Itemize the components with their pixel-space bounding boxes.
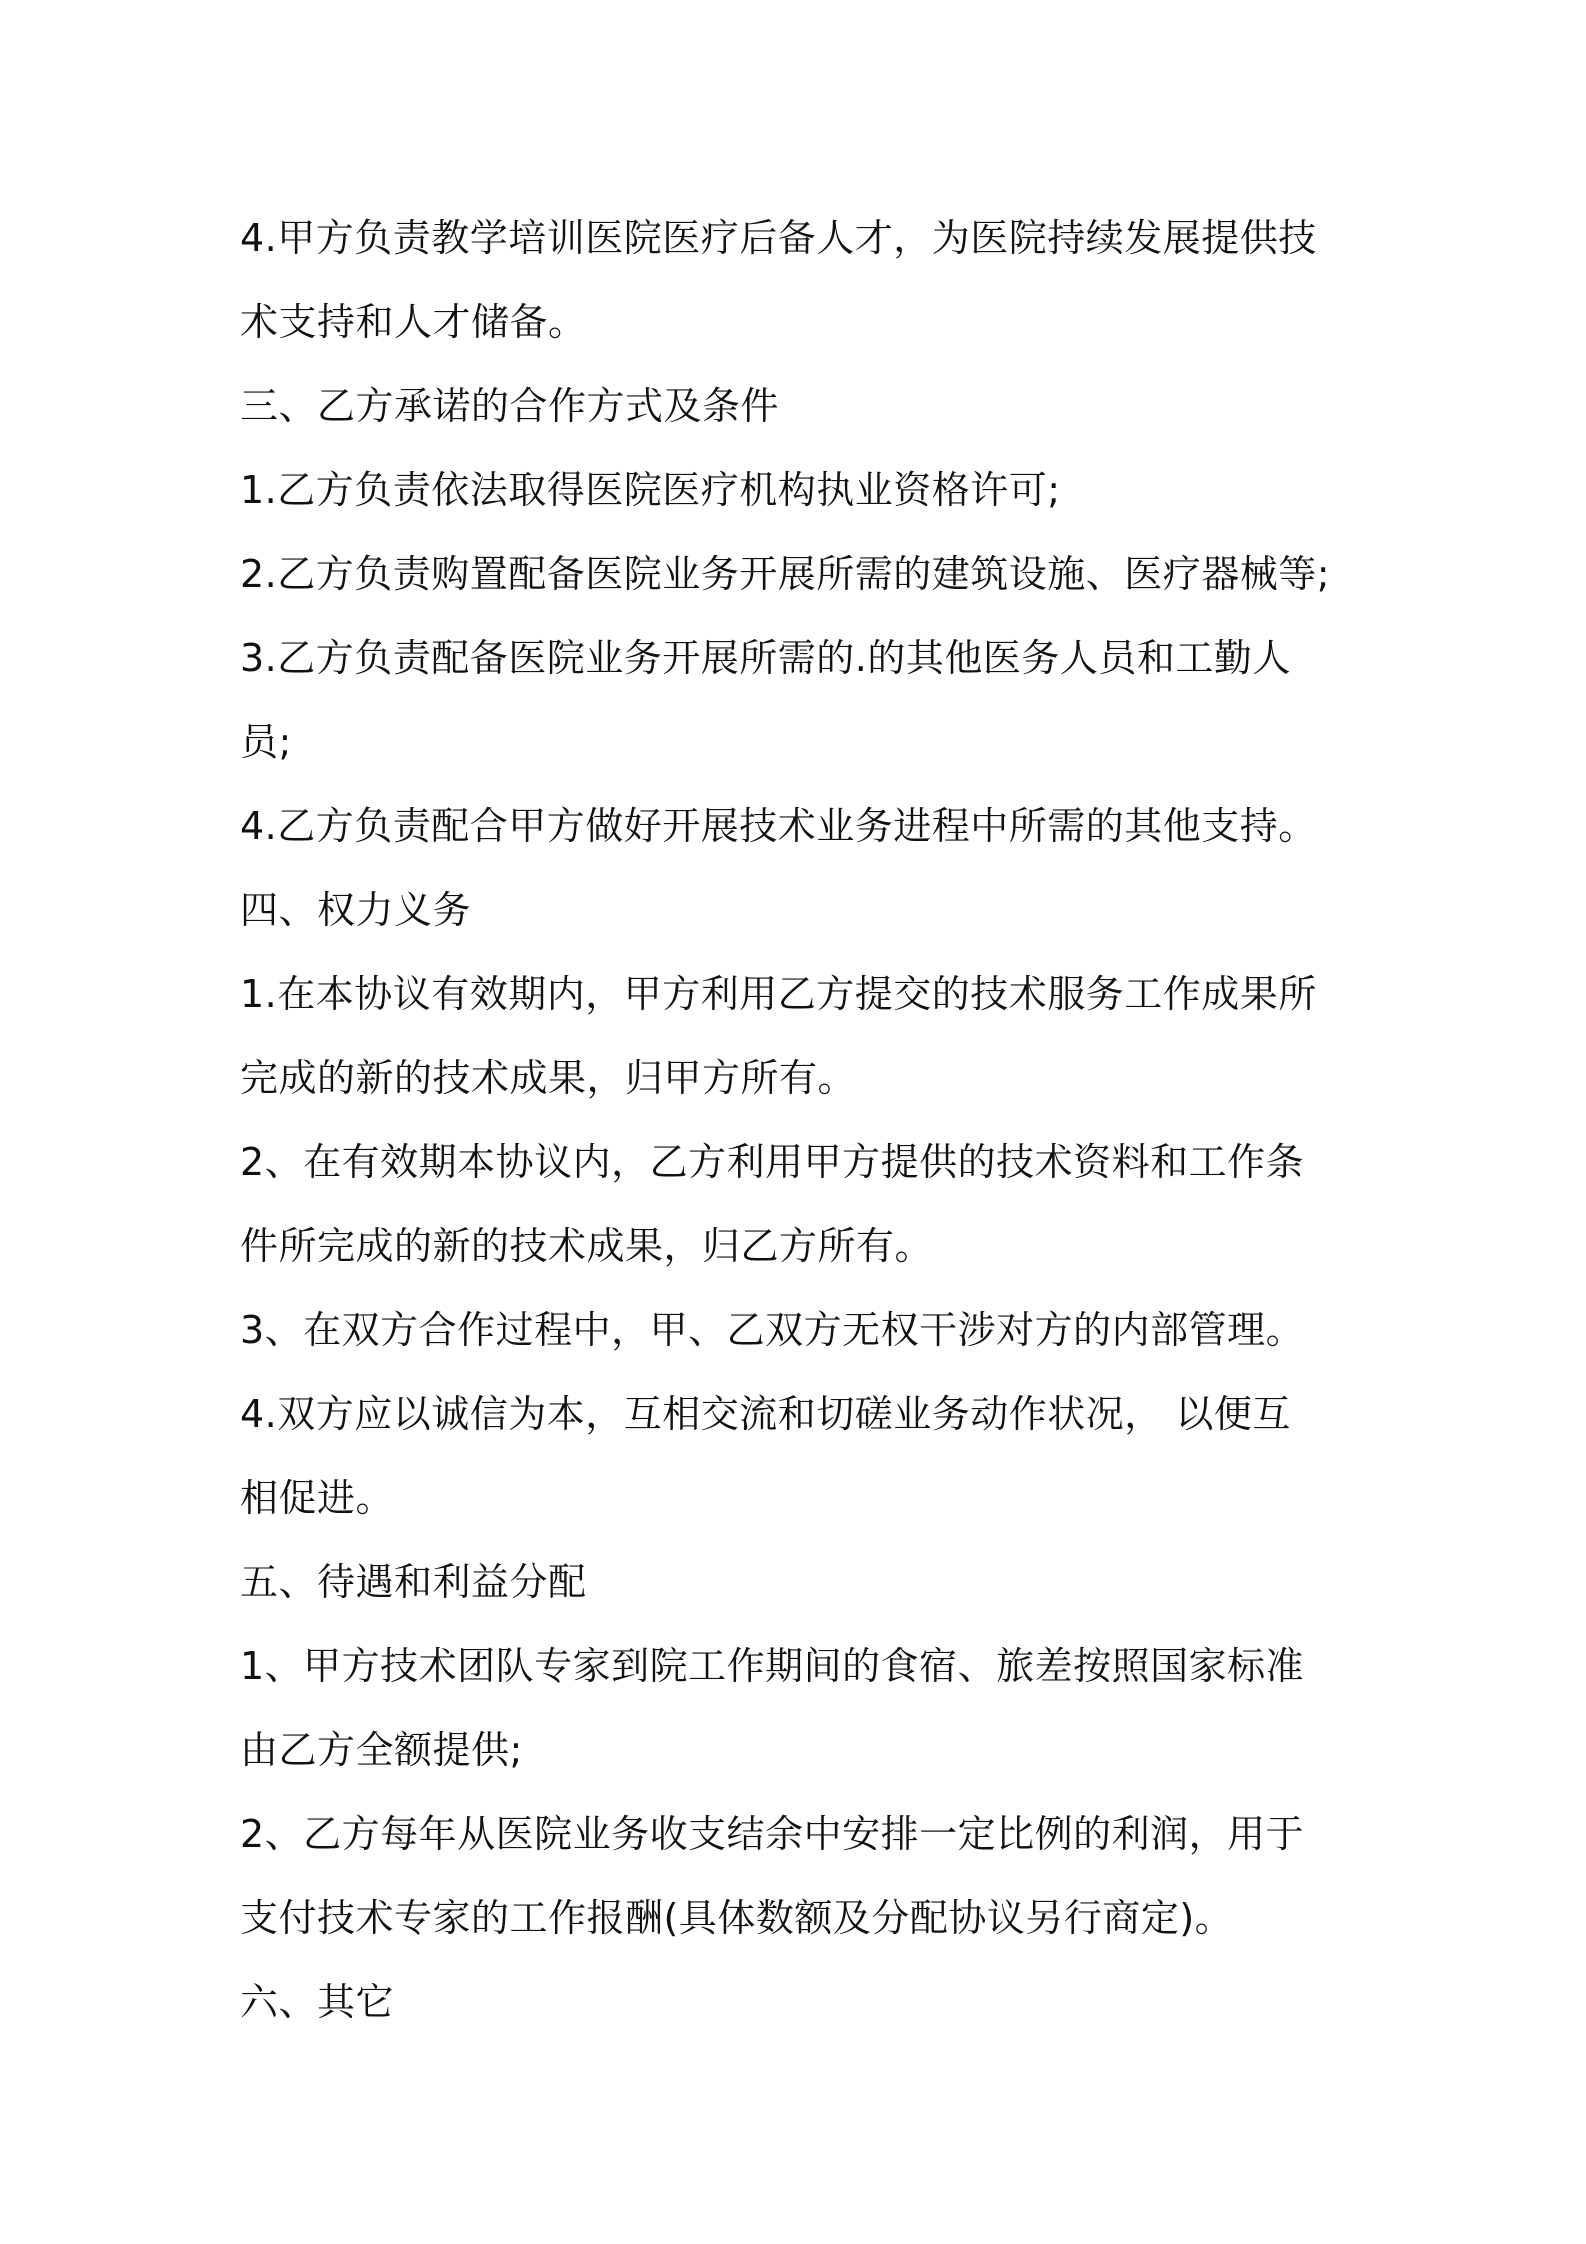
text-line: 术支持和人才储备。 (240, 300, 587, 344)
text-line: 2、在有效期本协议内，乙方利用甲方提供的技术资料和工作条 (240, 1140, 1305, 1184)
text-line: 支付技术专家的工作报酬(具体数额及分配协议另行商定)。 (240, 1896, 1234, 1940)
text-line: 1.乙方负责依法取得医院医疗机构执业资格许可; (240, 468, 1061, 512)
section-heading: 四、权力义务 (240, 888, 472, 932)
text-line: 相促进。 (240, 1476, 395, 1520)
text-line: 2.乙方负责购置配备医院业务开展所需的建筑设施、医疗器械等; (240, 552, 1331, 596)
text-line: 件所完成的新的技术成果，归乙方所有。 (240, 1224, 934, 1268)
text-line: 4.双方应以诚信为本，互相交流和切磋业务动作状况， 以便互 (240, 1392, 1291, 1436)
section-heading: 六、其它 (240, 1980, 395, 2024)
document-body (240, 196, 1360, 2044)
text-line: 2、乙方每年从医院业务收支结余中安排一定比例的利润，用于 (240, 1812, 1305, 1856)
text-line: 员; (240, 720, 292, 764)
text-line: 由乙方全额提供; (240, 1728, 523, 1772)
text-line: 完成的新的技术成果，归甲方所有。 (240, 1056, 857, 1100)
section-heading: 五、待遇和利益分配 (240, 1560, 587, 1604)
text-line: 1.在本协议有效期内，甲方利用乙方提交的技术服务工作成果所 (240, 972, 1317, 1016)
text-line: 1、甲方技术团队专家到院工作期间的食宿、旅差按照国家标准 (240, 1644, 1305, 1688)
text-line: 4.甲方负责教学培训医院医疗后备人才，为医院持续发展提供技 (240, 216, 1317, 260)
section-heading: 三、乙方承诺的合作方式及条件 (240, 384, 780, 428)
text-line: 4.乙方负责配合甲方做好开展技术业务进程中所需的其他支持。 (240, 804, 1317, 848)
text-line: 3、在双方合作过程中，甲、乙双方无权干涉对方的内部管理。 (240, 1308, 1305, 1352)
text-line: 3.乙方负责配备医院业务开展所需的.的其他医务人员和工勤人 (240, 636, 1291, 680)
